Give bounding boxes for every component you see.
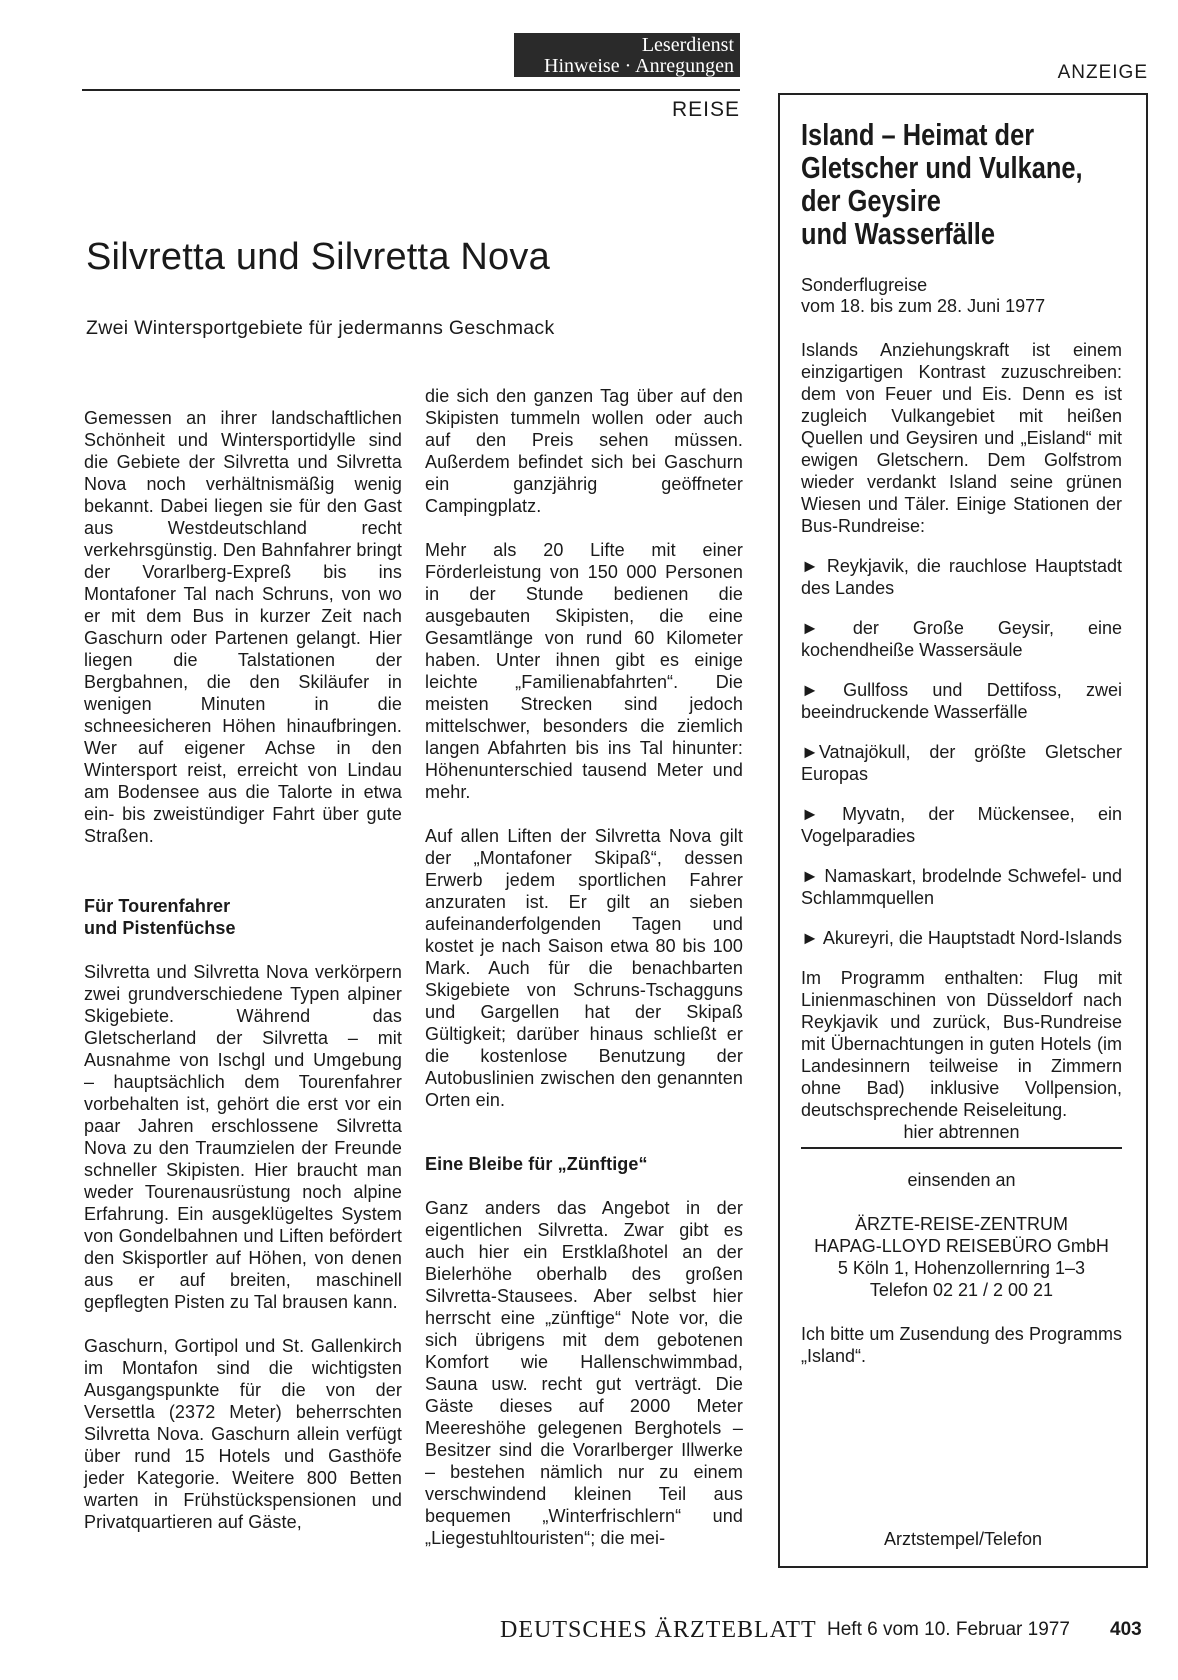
section-label: REISE <box>671 98 740 121</box>
paragraph: die sich den ganzen Tag über auf den Skipisten tummeln wollen oder auch auf den Preis sehen müssen. Außerdem befindet sich bei Gaschurn ein ganzjährig geöffneter Campingplatz. <box>425 386 743 516</box>
ad-body <box>801 339 1122 1367</box>
ad-headline-line: und Wasserfälle <box>801 216 996 251</box>
article-subtitle: Zwei Wintersportgebiete für jedermanns Geschmack <box>86 317 555 339</box>
address-line: ÄRZTE-REISE-ZENTRUM <box>855 1214 1068 1234</box>
send-to-label: einsenden an <box>907 1170 1016 1190</box>
subheading: Eine Bleibe für „Zünftige“ <box>425 1154 648 1174</box>
ad-label: ANZEIGE <box>1057 62 1148 83</box>
ad-station: ► der Große Geysir, eine kochendheiße Wassersäule <box>801 618 1122 660</box>
ad-station: ► Namaskart, brodelnde Schwefel- und Schlammquellen <box>801 866 1122 908</box>
paragraph: Ganz anders das Angebot in der eigentlichen Silvretta. Zwar gibt es auch hier ein Erstklaßhotel an der Bielerhöhe oberhalb des großen Silvretta-Stausees. Aber selbst hier herrscht eine „zünftige“ Note vor, die sich übrigens mit dem gebotenen Komfort wie Hallenschwimmbad, Sauna usw. recht gut verträgt. Die Gäste dieses auf 2000 Meter Meereshöhe gelegenen Berghotels – Besitzer sind die Vorarlberger Illwerke – bestehen nämlich nur zu einem verschwindend kleinen Teil aus bequemen „Winterfrischlern“ und „Liegestuhltouristen“; die mei- <box>425 1198 743 1548</box>
paragraph: Gaschurn, Gortipol und St. Gallenkirch im Montafon sind die wichtigsten Ausgangspunkte für die von der Versettla (2372 Meter) beherrschten Silvretta Nova. Gaschurn allein verfügt über rund 15 Hotels und Gasthöfe jeder Kategorie. Weitere 800 Betten warten in Frühstückspensionen und Privatquartieren auf Gäste, <box>84 1336 402 1532</box>
issue-info: Heft 6 vom 10. Februar 1977 <box>827 1619 1070 1640</box>
address-block <box>801 1213 1122 1301</box>
ad-station: ►Vatnajökull, der größte Gletscher Europas <box>801 742 1122 784</box>
header-rule <box>82 89 740 91</box>
article-column-1 <box>84 407 402 1555</box>
ad-station: ► Akureyri, die Hauptstadt Nord-Islands <box>801 928 1122 948</box>
ad-headline <box>801 118 1121 260</box>
article-column-2 <box>425 385 743 1571</box>
paragraph: Mehr als 20 Lifte mit einer Förderleistung von 150 000 Personen in der Stunde bedienen die ausgebauten Skipisten, die eine Gesamtlänge von rund 60 Kilometer haben. Unter ihnen gibt es einige leichte „Familienabfahrten“. Die meisten Strecken sind jedoch mittelschwer, besonders die ziemlich langen Abfahrten bis ins Tal hinunter: Höhenunterschied tausend Meter und mehr. <box>425 540 743 802</box>
ad-intro: Islands Anziehungskraft ist einem einzigartigen Kontrast zuzuschreiben: dem von Feuer und Eis. Denn es ist zugleich Vulkangebiet mit heißen Quellen und Geysiren und „Eisland“ mit ewigen Gletschern. Dem Golfstrom wieder verdankt Island seine grünen Wiesen und Täler. Einige Stationen der Bus-Rundreise: <box>801 340 1122 536</box>
reader-service-box <box>514 33 740 77</box>
ad-sub-line: vom 18. bis zum 28. Juni 1977 <box>801 296 1046 316</box>
service-line-2: Hinweise · Anregungen <box>544 55 734 77</box>
ad-station: ► Reykjavik, die rauchlose Hauptstadt des Landes <box>801 556 1122 598</box>
advertisement <box>778 93 1148 1568</box>
cut-line <box>801 1147 1122 1149</box>
ad-sub-line: Sonderflugreise <box>801 275 928 295</box>
cut-here-label: hier abtrennen <box>903 1122 1020 1142</box>
paragraph: Gemessen an ihrer landschaftlichen Schönheit und Wintersportidylle sind die Gebiete der Silvretta und Silvretta Nova noch verhältnismäßig wenig bekannt. Dabei liegen sie für den Gast aus Westdeutschland recht verkehrsgünstig. Den Bahnfahrer bringt der Vorarlberg-Expreß bis ins Montafoner Tal nach Schruns, von wo er mit dem Bus in kurzer Zeit nach Gaschurn oder Partenen gelangt. Hier liegen die Talstationen der Bergbahnen, die den Skiläufer in wenigen Minuten in die schneesicheren Höhen hinaufbringen. Wer auf eigener Achse in den Wintersport reist, erreicht von Lindau am Bodensee aus die Talorte in etwa ein- bis zweistündiger Fahrt über gute Straßen. <box>84 408 402 846</box>
address-line: Telefon 02 21 / 2 00 21 <box>869 1280 1054 1300</box>
ad-subheading <box>801 275 1122 317</box>
ad-headline-line: der Geysire <box>801 183 941 218</box>
paragraph: Auf allen Liften der Silvretta Nova gilt der „Montafoner Skipaß“, dessen Erwerb jedem sportlichen Fahrer anzuraten ist. Er gilt an sieben aufeinanderfolgenden Tagen und kostet je nach Saison etwa 80 bis 100 Mark. Auch für die benachbarten Skigebiete von Schruns-Tschagguns und Gargellen hat der Skipaß Gültigkeit; darüber hinaus schließt er die kostenlose Benutzung der Autobuslinien zwischen den genannten Orten ein. <box>425 826 743 1110</box>
subheading: Für Tourenfahrer und Pistenfüchse <box>84 896 236 938</box>
ad-program: Im Programm enthalten: Flug mit Linienmaschinen von Düsseldorf nach Reykjavik und zurück, Bus-Rundreise mit Übernachtungen in guten Hotels (im Landesinnern teilweise in Zimmern ohne Bad) inklusive Vollpension, deutschsprechende Reiseleitung. <box>801 968 1122 1120</box>
ad-station: ► Gullfoss und Dettifoss, zwei beeindruckende Wasserfälle <box>801 680 1122 722</box>
article-title: Silvretta und Silvretta Nova <box>86 236 550 278</box>
request-text: Ich bitte um Zusendung des Programms „Island“. <box>801 1324 1122 1366</box>
magazine-name: DEUTSCHES ÄRZTEBLATT <box>500 1617 817 1643</box>
paragraph: Silvretta und Silvretta Nova verkörpern zwei grundverschiedene Typen alpiner Skigebiete. Während das Gletscherland der Silvretta – mit Ausnahme von Ischgl und Umgebung – hauptsächlich dem Tourenfahrer vorbehalten ist, gehört die erst vor ein paar Jahren erschlossene Silvretta Nova zu den Traumzielen der Freunde schneller Skipisten. Hier braucht man weder Tourenausrüstung noch alpine Erfahrung. Ein ausgeklügeltes System von Gondelbahnen und Liften befördert den Skisportler auf Höhen, von denen aus er auf breiten, maschinell gepflegten Pisten zu Tal brausen kann. <box>84 962 402 1312</box>
service-line-1: Leserdienst <box>641 34 734 56</box>
ad-headline-line: Island – Heimat der <box>801 117 1035 152</box>
stamp-field-label: Arztstempel/Telefon <box>883 1529 1043 1549</box>
page-number: 403 <box>1110 1619 1142 1640</box>
ad-station: ► Myvatn, der Mückensee, ein Vogelparadies <box>801 804 1122 846</box>
ad-headline-line: Gletscher und Vulkane, <box>801 150 1083 185</box>
address-line: HAPAG-LLOYD REISEBÜRO GmbH <box>814 1236 1109 1256</box>
address-line: 5 Köln 1, Hohenzollernring 1–3 <box>837 1258 1086 1278</box>
